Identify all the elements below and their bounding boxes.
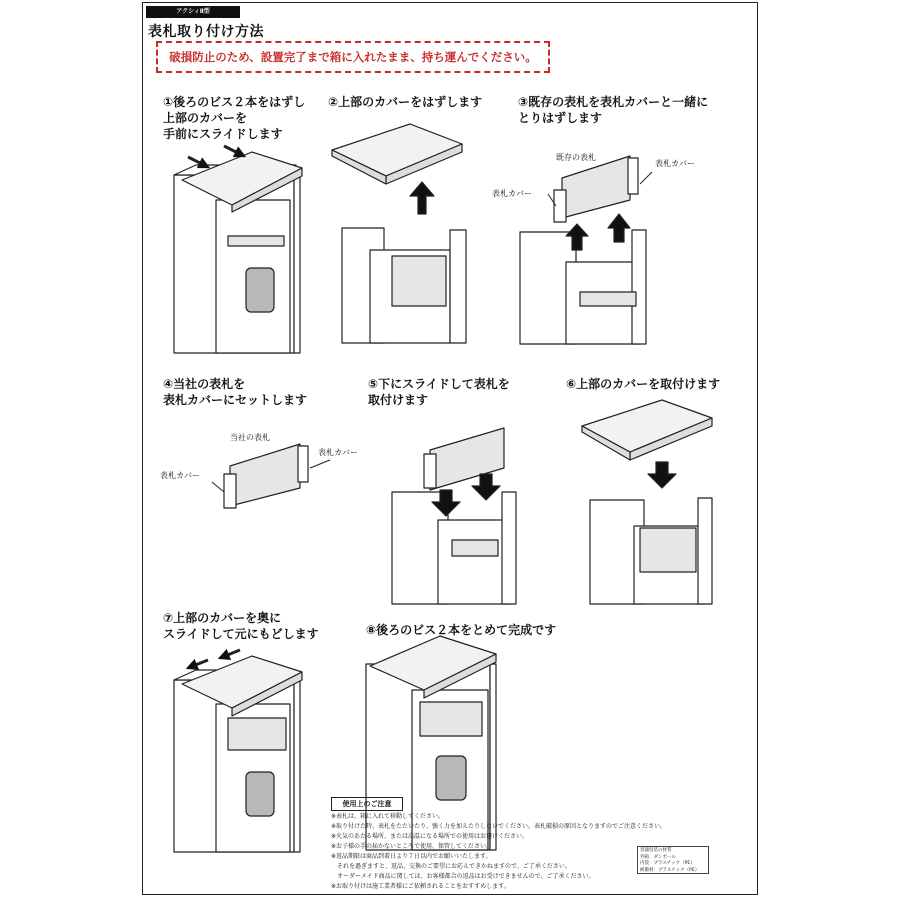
step-6-text: ⑥上部のカバーを取付けます [566, 377, 721, 391]
materials-line: 内袋：プラスチック（PE） [640, 861, 695, 866]
step-4-illustration [212, 444, 330, 508]
label-plate-cover-right-2: 表札カバー [318, 448, 358, 457]
step-5-text: ⑤下にスライドして表札を 取付けます [368, 377, 510, 407]
label-plate-cover-right: 表札カバー [655, 159, 695, 168]
note-item: ※お取り付けは施工業者様にご依頼されることをおすすめします。 [331, 883, 510, 890]
step-8-text: ⑧後ろのビス２本をとめて完成です [366, 623, 557, 637]
label-our-plate: 当社の表札 [230, 433, 270, 442]
note-item: ※火気のあたる場所、または高温になる場所での使用はお避けください。 [331, 833, 529, 840]
step-1-text: ①後ろのビス２本をはずし 上部のカバーを 手前にスライドします [163, 95, 306, 141]
note-item: ※取り付けた時、表札をたたいたり、強く力を加えたりしないでください。表札破損の原因となりますのでご注意ください。 [331, 823, 667, 830]
materials-line: 外箱：ダンボール [640, 854, 676, 860]
label-existing-plate: 既存の表札 [556, 153, 596, 162]
packaging-materials-box [637, 846, 709, 874]
step-7-illustration [174, 650, 302, 852]
note-item: ※お子様の手の届かないところで使用、保管してください。 [331, 843, 492, 850]
notes-title: 使用上のご注意 [331, 797, 403, 811]
step-2-text: ②上部のカバーをはずします [328, 95, 483, 109]
model-tag: アクシィⅡ型 [146, 6, 240, 18]
step-3-illustration [520, 156, 652, 344]
page-title: 表札取り付け方法 [148, 24, 264, 40]
materials-title: 容器包装の材質 [640, 848, 672, 853]
materials-line: 緩衝材：プラスチック（PE） [640, 867, 700, 873]
step-6-illustration [582, 400, 712, 604]
note-item: それを過ぎますと、返品、交換のご要望にお応えできかねますので、ご了承ください。 [331, 863, 571, 870]
step-7-text: ⑦上部のカバーを奥に スライドして元にもどします [163, 611, 319, 641]
note-item: ※表札は、箱に入れて移動してください。 [331, 813, 445, 820]
note-item: オーダーメイド商品に関しては、お客様都合の返品はお受けできませんので、ご了承ください。 [331, 873, 595, 880]
step-2-illustration [332, 124, 466, 343]
note-item: ※返品期限は商品到着日より７日以内でお願いいたします。 [331, 853, 492, 860]
label-plate-cover-left-2: 表札カバー [160, 471, 200, 480]
step-4-text: ④当社の表札を 表札カバーにセットします [163, 377, 308, 407]
warning-banner: 破損防止のため、設置完了まで箱に入れたまま、持ち運んでください。 [156, 41, 550, 73]
label-plate-cover-left: 表札カバー [492, 189, 532, 198]
step-5-illustration [392, 428, 516, 604]
step-3-text: ③既存の表札を表札カバーと一緒に とりはずします [518, 95, 709, 125]
step-1-illustration [174, 146, 302, 353]
